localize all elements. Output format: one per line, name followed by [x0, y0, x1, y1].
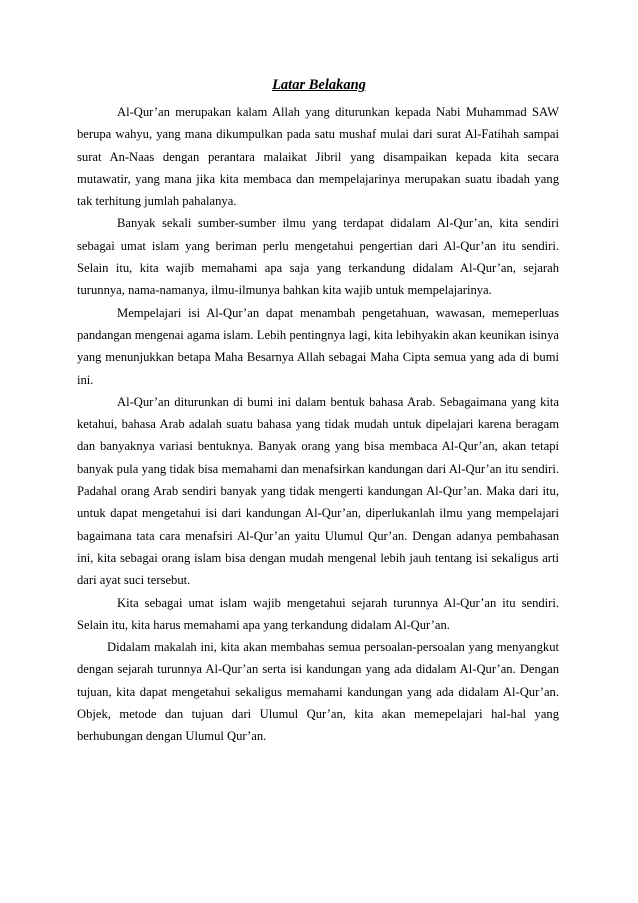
paragraph-5: Kita sebagai umat islam wajib mengetahui sejarah turunnya Al-Qur’an itu sendiri. Selain itu, kita harus memahami apa yang terkandung didalam Al-Qur’an. — [77, 595, 559, 632]
page-title: Latar Belakang — [272, 77, 366, 93]
document-body — [77, 101, 559, 748]
paragraph-4: Al-Qur’an diturunkan di bumi ini dalam bentuk bahasa Arab. Sebagaimana yang kita ketahui, bahasa Arab adalah suatu bahasa yang tidak mudah untuk dipelajari karena beragam dan banyaknya variasi bentuknya. Banyak orang yang bisa membaca Al-Qur’an, akan tetapi banyak pula yang tidak bisa memahami dan menafsirkan kandungan dari Al-Qur’an itu sendiri. Padahal orang Arab sendiri banyak yang tidak mengerti kandungan Al-Qur’an. Maka dari itu, untuk dapat mengetahui isi dari kandungan Al-Qur’an, diperlukanlah ilmu yang mempelajari bagaimana tata cara menafsiri Al-Qur’an yaitu Ulumul Qur’an. Dengan adanya pembahasan ini, kita sebagai orang islam bisa dengan mudah mengenal lebih jauh tentang isi sekaligus arti dari ayat suci tersebut. — [77, 394, 559, 588]
paragraph-1: Al-Qur’an merupakan kalam Allah yang diturunkan kepada Nabi Muhammad SAW berupa wahyu, yang mana dikumpulkan pada satu mushaf mulai dari surat Al-Fatihah sampai surat An-Naas dengan perantara malaikat Jibril yang disampaikan kepada kita secara mutawatir, yang mana jika kita membaca dan mempelajarinya merupakan suatu ibadah yang tak terhitung jumlah pahalanya. — [77, 105, 559, 209]
paragraph-2: Banyak sekali sumber-sumber ilmu yang terdapat didalam Al-Qur’an, kita sendiri sebagai umat islam yang beriman perlu mengetahui pengertian dari Al-Qur’an itu sendiri. Selain itu, kita wajib memahami apa saja yang terkandung didalam Al-Qur’an, sejarah turunnya, nama-namanya, ilmu-ilmunya bahkan kita wajib untuk mempelajarinya. — [77, 216, 559, 298]
paragraph-3: Mempelajari isi Al-Qur’an dapat menambah pengetahuan, wawasan, memeperluas pandangan mengenai agama islam. Lebih pentingnya lagi, kita lebihyakin akan keunikan isinya yang menunjukkan betapa Maha Besarnya Allah sebagai Maha Cipta semua yang ada di bumi ini. — [77, 305, 559, 387]
paragraph-6: Didalam makalah ini, kita akan membahas semua persoalan-persoalan yang menyangkut dengan sejarah turunnya Al-Qur’an serta isi kandungan yang ada didalam Al-Qur’an. Dengan tujuan, kita dapat mengetahui sekaligus memahami kandungan yang ada didalam Al-Qur’an. Objek, metode dan tujuan dari Ulumul Qur’an, kita akan memepelajari hal-hal yang berhubungan dengan Ulumul Qur’an. — [77, 640, 559, 744]
